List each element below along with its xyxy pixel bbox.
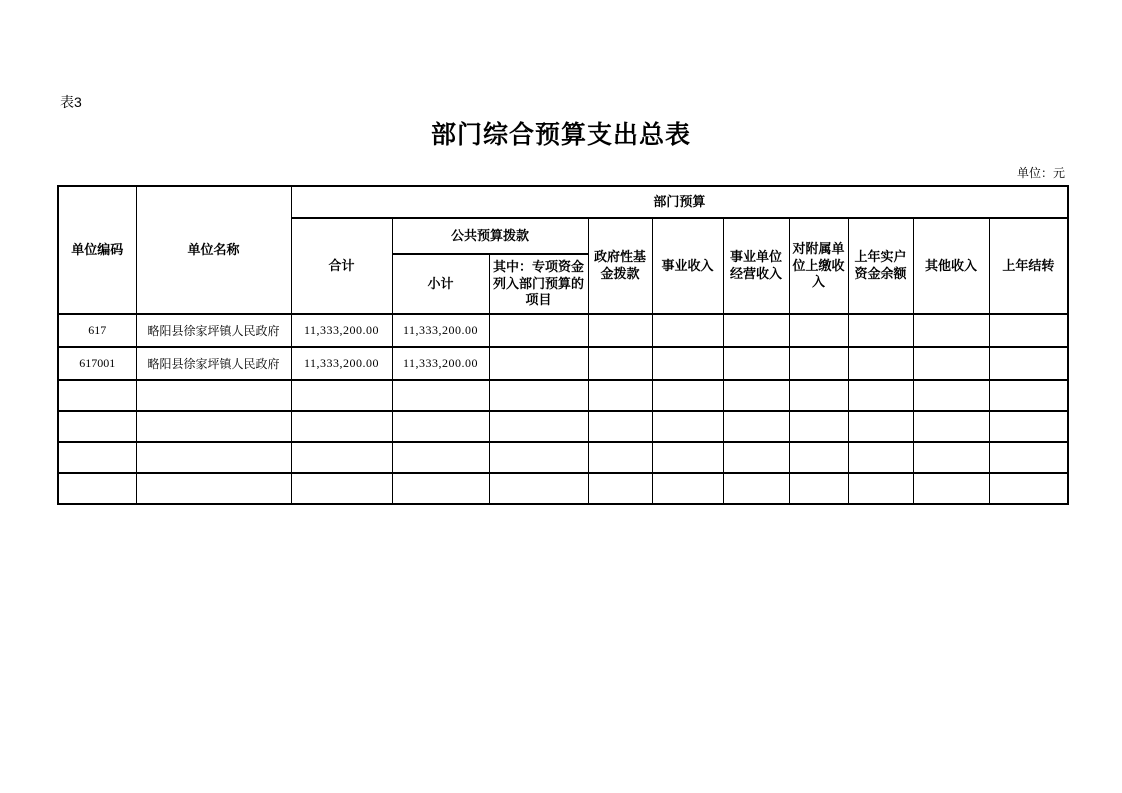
col-header-unit-code: 单位编码 xyxy=(58,186,136,314)
empty-table-row xyxy=(58,442,1068,473)
col-header-business-income: 事业收入 xyxy=(652,218,723,314)
empty-cell xyxy=(789,411,848,442)
empty-cell xyxy=(588,442,652,473)
empty-cell xyxy=(291,473,392,504)
empty-cell xyxy=(136,473,291,504)
empty-cell xyxy=(392,442,489,473)
cell-affiliated-remit-income xyxy=(789,347,848,380)
cell-subtotal: 11,333,200.00 xyxy=(392,314,489,347)
cell-total: 11,333,200.00 xyxy=(291,314,392,347)
empty-cell xyxy=(291,380,392,411)
empty-cell xyxy=(989,411,1068,442)
col-header-operating-income: 事业单位经营收入 xyxy=(723,218,789,314)
empty-cell xyxy=(652,473,723,504)
cell-unit-name: 略阳县徐家坪镇人民政府 xyxy=(136,314,291,347)
empty-cell xyxy=(652,411,723,442)
empty-cell xyxy=(136,442,291,473)
empty-cell xyxy=(989,473,1068,504)
empty-cell xyxy=(58,442,136,473)
empty-cell xyxy=(392,380,489,411)
empty-cell xyxy=(913,380,989,411)
empty-cell xyxy=(392,473,489,504)
empty-cell xyxy=(723,380,789,411)
empty-cell xyxy=(913,473,989,504)
unit-note: 单位：元 xyxy=(1016,166,1065,180)
empty-cell xyxy=(588,380,652,411)
empty-cell xyxy=(989,380,1068,411)
col-header-affiliated-remit-income: 对附属单位上缴收入 xyxy=(789,218,848,314)
empty-cell xyxy=(789,442,848,473)
cell-gov-fund-grant xyxy=(588,347,652,380)
page-title: 部门综合预算支出总表 xyxy=(430,122,691,149)
empty-cell xyxy=(652,380,723,411)
empty-cell xyxy=(392,411,489,442)
cell-affiliated-remit-income xyxy=(789,314,848,347)
cell-prev-year-actual-balance xyxy=(848,347,913,380)
empty-cell xyxy=(989,442,1068,473)
cell-total: 11,333,200.00 xyxy=(291,347,392,380)
empty-cell xyxy=(789,473,848,504)
empty-cell xyxy=(58,411,136,442)
empty-cell xyxy=(913,442,989,473)
empty-cell xyxy=(723,442,789,473)
sheet-label: 表3 xyxy=(60,94,82,110)
cell-prev-year-actual-balance xyxy=(848,314,913,347)
cell-special-fund xyxy=(489,314,588,347)
cell-gov-fund-grant xyxy=(588,314,652,347)
empty-cell xyxy=(136,411,291,442)
cell-other-income xyxy=(913,347,989,380)
cell-business-income xyxy=(652,314,723,347)
empty-cell xyxy=(136,380,291,411)
col-header-other-income: 其他收入 xyxy=(913,218,989,314)
cell-unit-name: 略阳县徐家坪镇人民政府 xyxy=(136,347,291,380)
col-header-prev-year-carryover: 上年结转 xyxy=(989,218,1068,314)
col-header-unit-name: 单位名称 xyxy=(136,186,291,314)
empty-cell xyxy=(913,411,989,442)
col-header-gov-fund-grant: 政府性基金拨款 xyxy=(588,218,652,314)
empty-cell xyxy=(58,473,136,504)
empty-cell xyxy=(723,473,789,504)
empty-cell xyxy=(652,442,723,473)
cell-subtotal: 11,333,200.00 xyxy=(392,347,489,380)
col-header-prev-year-actual-balance: 上年实户资金余额 xyxy=(848,218,913,314)
empty-cell xyxy=(58,380,136,411)
empty-table-row xyxy=(58,473,1068,504)
empty-cell xyxy=(489,380,588,411)
empty-cell xyxy=(489,442,588,473)
cell-unit-code: 617 xyxy=(58,314,136,347)
empty-cell xyxy=(489,473,588,504)
col-header-public-budget-group: 公共预算拨款 xyxy=(392,218,588,254)
empty-table-row xyxy=(58,380,1068,411)
col-header-total: 合计 xyxy=(291,218,392,314)
empty-cell xyxy=(789,380,848,411)
cell-operating-income xyxy=(723,347,789,380)
col-header-special-fund: 其中：专项资金列入部门预算的项目 xyxy=(489,254,588,314)
empty-cell xyxy=(723,411,789,442)
table-row xyxy=(58,347,1068,380)
empty-cell xyxy=(588,473,652,504)
empty-cell xyxy=(848,473,913,504)
cell-prev-year-carryover xyxy=(989,314,1068,347)
cell-unit-code: 617001 xyxy=(58,347,136,380)
empty-table-row xyxy=(58,411,1068,442)
empty-cell xyxy=(291,442,392,473)
empty-cell xyxy=(848,411,913,442)
col-header-subtotal: 小计 xyxy=(392,254,489,314)
table-row xyxy=(58,314,1068,347)
empty-cell xyxy=(489,411,588,442)
cell-operating-income xyxy=(723,314,789,347)
cell-other-income xyxy=(913,314,989,347)
empty-cell xyxy=(291,411,392,442)
empty-cell xyxy=(848,442,913,473)
budget-table xyxy=(57,185,1069,505)
cell-prev-year-carryover xyxy=(989,347,1068,380)
cell-special-fund xyxy=(489,347,588,380)
empty-cell xyxy=(848,380,913,411)
col-header-dept-budget-group: 部门预算 xyxy=(291,186,1068,218)
cell-business-income xyxy=(652,347,723,380)
empty-cell xyxy=(588,411,652,442)
